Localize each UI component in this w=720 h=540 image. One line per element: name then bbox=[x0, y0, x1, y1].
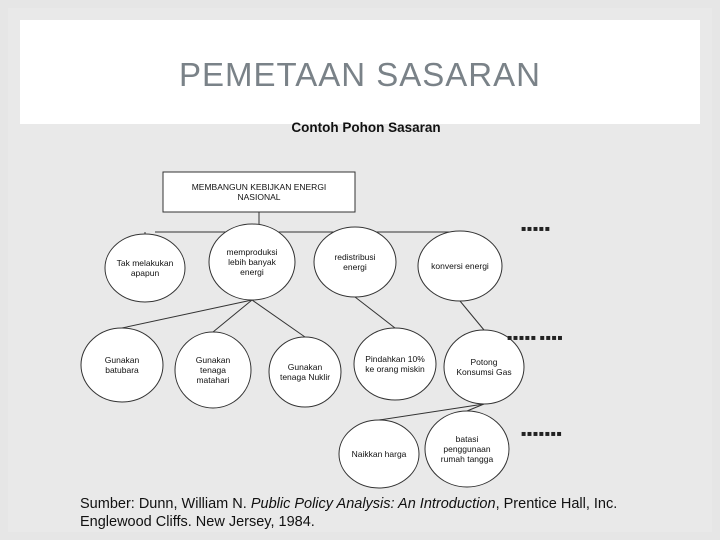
level4-node-label: batasi penggunaan rumah tangga bbox=[440, 434, 494, 464]
source-book-title: Public Policy Analysis: An Introduction bbox=[250, 496, 496, 512]
edge-level2-to-level3 bbox=[252, 300, 305, 337]
level2-node-label: Tak melakukan apapun bbox=[116, 258, 174, 278]
level2-node-label: memproduksi lebih banyak energi bbox=[226, 247, 278, 277]
side-mark: ▪▪▪▪▪ ▪▪▪▪ bbox=[507, 333, 564, 342]
level2-node-label: konversi energi bbox=[431, 260, 489, 271]
level4-node-label: Naikkan harga bbox=[351, 448, 407, 459]
level3-node-label: Pindahkan 10% ke orang miskin bbox=[365, 354, 425, 374]
root-node-label: MEMBANGUN KEBIJKAN ENERGI NASIONAL bbox=[191, 182, 327, 202]
source-citation bbox=[80, 495, 700, 531]
tree-nodes bbox=[81, 172, 524, 488]
level3-node-label: Gunakan batubara bbox=[104, 355, 140, 375]
level3-node-label: Gunakan tenaga matahari bbox=[195, 355, 231, 385]
side-mark: ▪▪▪▪▪▪▪ bbox=[521, 429, 563, 438]
edge-level2-to-level3 bbox=[122, 300, 252, 328]
source-prefix: Sumber: Dunn, William N. bbox=[80, 496, 251, 512]
figure-heading: Contoh Pohon Sasaran bbox=[291, 120, 441, 135]
slide-title: PEMETAAN SASARAN bbox=[179, 56, 541, 93]
level3-node-label: Potong Konsumsi Gas bbox=[456, 357, 512, 377]
level2-node-label: redistribusi energi bbox=[334, 252, 376, 272]
edge-level2-to-level3 bbox=[213, 300, 252, 332]
side-marks bbox=[507, 224, 563, 438]
edge-level2-to-level3 bbox=[355, 297, 395, 328]
level3-node-label: Gunakan tenaga Nuklir bbox=[279, 362, 331, 382]
source-suffix: , Prentice Hall, Inc. bbox=[495, 496, 618, 512]
side-mark: ▪▪▪▪▪ bbox=[521, 224, 551, 233]
source-line2: Englewood Cliffs. New Jersey, 1984. bbox=[80, 514, 315, 530]
edge-level2-to-level3 bbox=[460, 301, 484, 330]
